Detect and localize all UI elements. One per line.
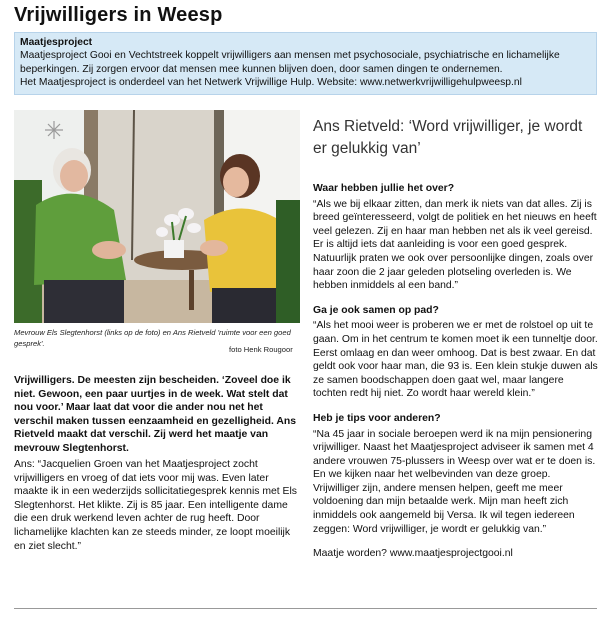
article-story: Ans: “Jacquelien Groen van het Maatjesproject zocht vrijwilligers en vroeg of dat iets voor mij was. Even later maakte ik in een wederzijds sollicitatiegesprek kennis met Els Slegtenhorst. Het klikte. Zij is 85 jaar. Een intelligente dame die een druk werkend leven achter de rug heeft. Door lichamelijke klachten kan ze steeds minder, ze loopt moeilijk en ziet slecht.” bbox=[14, 459, 297, 552]
photo-credit: foto Henk Rougoor bbox=[229, 345, 293, 354]
answer-paragraph: “Na 45 jaar in sociale beroepen werd ik na mijn pensionering vrijwilliger. Naast het Maatjesproject adviseer ik samen met 4 andere vrouwen 75-plussers in Weesp over wat er te doen is. En we kijken naar het welbevinden van deze groep. Vrijwilliger zijn, andere mensen helpen, geeft me meer voldoening dan mijn betaalde werk. Mijn man heeft zich inmiddels ook aangemeld bij Versa. Ik wil tegen iedereen zeggen: Word vrijwilliger, je wordt er gelukkig van.” bbox=[313, 428, 596, 535]
info-box bbox=[14, 32, 597, 95]
answer-paragraph: “Als het mooi weer is proberen we er met de rolstoel op uit te gaan. Om in het centrum te komen moet ik een tunneltje door. Eerst omlaag en dan weer omhoog. Dat is best zwaar. En dat geldt ook voor haar man, die 93 is. Een klein stukje duwen als ze samen boodschappen doen gaat wel, maar langere tochten redt hij niet. Zo wordt haar wereld klein.” bbox=[313, 320, 598, 400]
page-title: Vrijwilligers in Weesp bbox=[14, 4, 223, 26]
interview-column bbox=[313, 182, 599, 561]
article-intro: Vrijwilligers. De meesten zijn bescheiden. ‘Zoveel doe ik niet. Gewoon, een paar uurtjes in de week. Wat stelt dat nou voor.’ Maar laat dat voor die ander nou net het verschil maken tussen eenzaamheid en gezelligheid. Ans Rietveld maakt dat verschil. Zij werd het maatje van mevrouw Slegtenhorst. bbox=[14, 375, 296, 454]
bottom-divider bbox=[14, 608, 597, 609]
closing-link-line: Maatje worden? www.maatjesprojectgooi.nl bbox=[313, 548, 513, 560]
info-box-heading: Maatjesproject bbox=[20, 37, 93, 48]
question-heading: Ga je ook samen op pad? bbox=[313, 304, 439, 316]
question-heading: Waar hebben jullie het over? bbox=[313, 183, 455, 194]
info-box-website-line: Het Maatjesproject is onderdeel van het Netwerk Vrijwillige Hulp. Website: www.netwerkvrijwilligehulpweesp.nl bbox=[20, 77, 522, 89]
article-headline: Ans Rietveld: ‘Word vrijwilliger, je wordt er gelukkig van’ bbox=[313, 118, 583, 157]
question-heading: Heb je tips voor anderen? bbox=[313, 412, 441, 424]
answer-paragraph: “Als we bij elkaar zitten, dan merk ik niets van dat alles. Zij is breed geïnteresseerd, volgt de politiek en het nieuws en heeft veel gelezen. Zij en haar man hebben net als ik veel gereisd. Er is altijd iets dat aanleiding is voor een goed gesprek. Natuurlijk praten we ook over persoonlijke dingen, zoals over haar zoon die 2 jaar geleden plotseling overleden is. We hebben inmiddels al een band.” bbox=[313, 198, 597, 292]
article-photo bbox=[14, 110, 300, 323]
photo-caption: Mevrouw Els Slegtenhorst (links op de foto) en Ans Rietveld 'ruimte voor een goed gesprek'. bbox=[14, 328, 291, 348]
info-box-text: Maatjesproject Gooi en Vechtstreek koppelt vrijwilligers aan mensen met psychosociale, psychiatrische en lichamelijke beperkingen. Zij zorgen ervoor dat mensen mee kunnen blijven doen, door samen dingen te ondernemen. bbox=[20, 50, 560, 75]
